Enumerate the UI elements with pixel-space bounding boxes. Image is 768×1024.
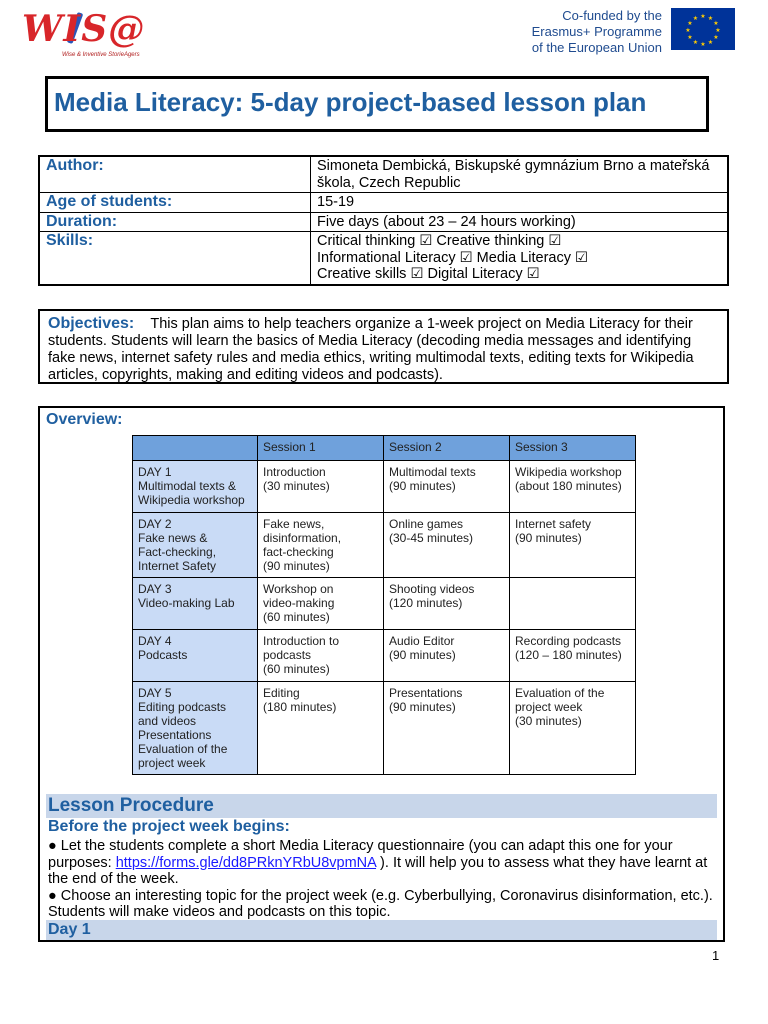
eu-cofunded-text — [532, 8, 662, 56]
session-line: (30 minutes) — [263, 479, 330, 493]
day-line: Internet Safety — [138, 559, 217, 573]
session-line: Workshop on — [263, 582, 334, 596]
schedule-row-day-5 — [133, 682, 636, 775]
day-line: DAY 4 — [138, 634, 172, 648]
questionnaire-link[interactable]: https://forms.gle/dd8PRknYRbU8vpmNA — [115, 854, 377, 871]
session-cell — [258, 682, 384, 775]
age-value: 15-19 — [311, 193, 729, 213]
page-number: 1 — [712, 948, 720, 963]
day-cell — [133, 578, 258, 630]
page-title: Media Literacy: 5-day project-based lesson plan — [54, 87, 647, 117]
day-1-band — [46, 920, 717, 940]
day-line: Evaluation of the — [138, 742, 228, 756]
session-cell — [510, 682, 636, 775]
svg-text:★: ★ — [707, 15, 714, 22]
session-cell — [384, 682, 510, 775]
age-label: Age of students: — [39, 193, 311, 213]
session-cell — [258, 513, 384, 578]
lesson-procedure-band — [46, 794, 717, 818]
session-line: Introduction — [263, 465, 326, 479]
objectives-box — [38, 309, 729, 384]
session-line: (180 minutes) — [263, 700, 337, 714]
skills-label: Skills: — [39, 232, 311, 285]
logo-tagline: Wise & Inventive StorieAgers — [62, 52, 140, 58]
session-line: (about 180 minutes) — [515, 479, 622, 493]
session-2-header: Session 2 — [384, 436, 510, 461]
duration-label: Duration: — [39, 212, 311, 232]
session-line: (30 minutes) — [515, 714, 582, 728]
svg-text:★: ★ — [692, 15, 699, 22]
day-cell — [133, 682, 258, 775]
objectives-heading: Objectives: — [48, 315, 135, 332]
schedule-row-day-4 — [133, 630, 636, 682]
session-cell — [384, 461, 510, 513]
skills-line-1: Critical thinking ☑ Creative thinking ☑ — [317, 233, 562, 249]
day-line: DAY 1 — [138, 465, 172, 479]
svg-text:★: ★ — [687, 34, 693, 41]
day-line: Fake news & — [138, 531, 208, 545]
session-cell — [384, 513, 510, 578]
day-line: Video-making Lab — [138, 596, 235, 610]
svg-text:★: ★ — [685, 27, 691, 34]
skills-row — [39, 232, 728, 285]
session-line: Online games — [389, 517, 464, 531]
schedule-row-day-3 — [133, 578, 636, 630]
session-cell — [510, 630, 636, 682]
day-line: project week — [138, 756, 206, 770]
session-line: Recording podcasts — [515, 634, 622, 648]
session-cell — [258, 630, 384, 682]
day-line: DAY 2 — [138, 517, 172, 531]
title-box — [45, 76, 709, 132]
schedule-corner-cell — [133, 436, 258, 461]
schedule-row-day-1 — [133, 461, 636, 513]
session-line: fact-checking — [263, 545, 334, 559]
session-line: Evaluation of the — [515, 686, 605, 700]
session-line: (90 minutes) — [389, 648, 456, 662]
session-3-header: Session 3 — [510, 436, 636, 461]
duration-value: Five days (about 23 – 24 hours working) — [311, 212, 729, 232]
session-line: Shooting videos — [389, 582, 475, 596]
session-line: video-making — [263, 596, 335, 610]
session-cell — [384, 630, 510, 682]
logo-text: WIS@ — [22, 8, 146, 50]
bullet-text: ). It will help you to assess what they have learnt at the end of the week. — [48, 854, 708, 887]
day-cell — [133, 461, 258, 513]
bullet-text: ● Let the students complete a short Media Literacy questionnaire (you can adapt this one for your purposes: — [48, 838, 673, 871]
session-cell — [258, 578, 384, 630]
day-1-heading: Day 1 — [48, 921, 91, 938]
session-line: (120 – 180 minutes) — [515, 648, 622, 662]
objectives-text: This plan aims to help teachers organize a 1-week project on Media Literacy for their students. Students will learn the basics of Media Literacy (decoding media messages and identifying fake news, internet safety rules and media ethics, writing multimodal texts, editing texts for Wikipedia articles, copyrights, making and editing videos and podcasts). — [48, 316, 694, 383]
schedule-row-day-2 — [133, 513, 636, 578]
day-line: Editing podcasts — [138, 700, 227, 714]
overview-heading: Overview: — [46, 411, 123, 428]
bullet-topic: ● Choose an interesting topic for the project week (e.g. Cyberbullying, Coronavirus disinformation, etc.). Students will make videos and podcasts on this topic. — [48, 887, 713, 920]
session-1-header: Session 1 — [258, 436, 384, 461]
session-cell — [258, 461, 384, 513]
before-week-heading: Before the project week begins: — [48, 818, 290, 835]
author-row — [39, 156, 728, 193]
schedule-header-row — [133, 436, 636, 461]
svg-text:★: ★ — [700, 13, 706, 20]
procedure-bullets — [48, 838, 720, 921]
svg-text:★: ★ — [713, 34, 719, 41]
lesson-procedure-heading: Lesson Procedure — [48, 795, 214, 816]
session-line: disinformation, — [263, 531, 342, 545]
session-line: (90 minutes) — [515, 531, 582, 545]
session-line: Internet safety — [515, 517, 592, 531]
wisa-logo — [22, 8, 146, 60]
day-line: Fact-checking, — [138, 545, 217, 559]
session-line: (90 minutes) — [389, 700, 456, 714]
session-line: project week — [515, 700, 583, 714]
day-line: DAY 5 — [138, 686, 172, 700]
session-line: (60 minutes) — [263, 610, 330, 624]
day-line: Podcasts — [138, 648, 188, 662]
skills-value — [311, 232, 729, 285]
day-line: Presentations — [138, 728, 212, 742]
skills-line-2: Informational Literacy ☑ Media Literacy ☑ — [317, 249, 588, 266]
bullet-questionnaire — [48, 838, 720, 888]
day-line: DAY 3 — [138, 582, 172, 596]
svg-text:★: ★ — [692, 39, 699, 46]
session-line: Audio Editor — [389, 634, 455, 648]
session-line: (60 minutes) — [263, 662, 330, 676]
session-line: (120 minutes) — [389, 596, 463, 610]
session-line: podcasts — [263, 648, 312, 662]
session-cell — [510, 513, 636, 578]
session-line: (30-45 minutes) — [389, 531, 474, 545]
svg-text:★: ★ — [715, 27, 721, 34]
eu-line-1: Co-funded by the — [562, 8, 662, 23]
info-table — [38, 155, 729, 286]
age-row — [39, 193, 728, 213]
day-line: and videos — [138, 714, 197, 728]
duration-row — [39, 212, 728, 232]
day-cell — [133, 630, 258, 682]
session-line: Presentations — [389, 686, 463, 700]
eu-line-2: Erasmus+ Programme — [531, 24, 662, 39]
svg-text:★: ★ — [700, 41, 706, 48]
session-line: (90 minutes) — [263, 559, 330, 573]
day-line: Multimodal texts & — [138, 479, 237, 493]
session-line: Wikipedia workshop — [515, 465, 622, 479]
svg-text:★: ★ — [707, 39, 714, 46]
session-line: Multimodal texts — [389, 465, 476, 479]
session-line: Fake news, — [263, 517, 325, 531]
schedule-table — [132, 435, 636, 775]
session-cell-empty — [510, 578, 636, 630]
session-cell — [384, 578, 510, 630]
session-line: Editing — [263, 686, 300, 700]
eu-line-3: of the European Union — [531, 40, 662, 55]
svg-text:★: ★ — [713, 20, 719, 27]
session-cell — [510, 461, 636, 513]
session-line: (90 minutes) — [389, 479, 456, 493]
overview-box — [38, 406, 725, 942]
day-line: Wikipedia workshop — [138, 493, 245, 507]
author-value: Simoneta Dembická, Biskupské gymnázium Brno a mateřská škola, Czech Republic — [311, 156, 729, 193]
skills-line-3: Creative skills ☑ Digital Literacy ☑ — [317, 266, 540, 282]
svg-text:★: ★ — [687, 20, 693, 27]
session-line: Introduction to — [263, 634, 340, 648]
author-label: Author: — [39, 156, 311, 193]
day-cell — [133, 513, 258, 578]
eu-flag-icon — [671, 8, 735, 50]
